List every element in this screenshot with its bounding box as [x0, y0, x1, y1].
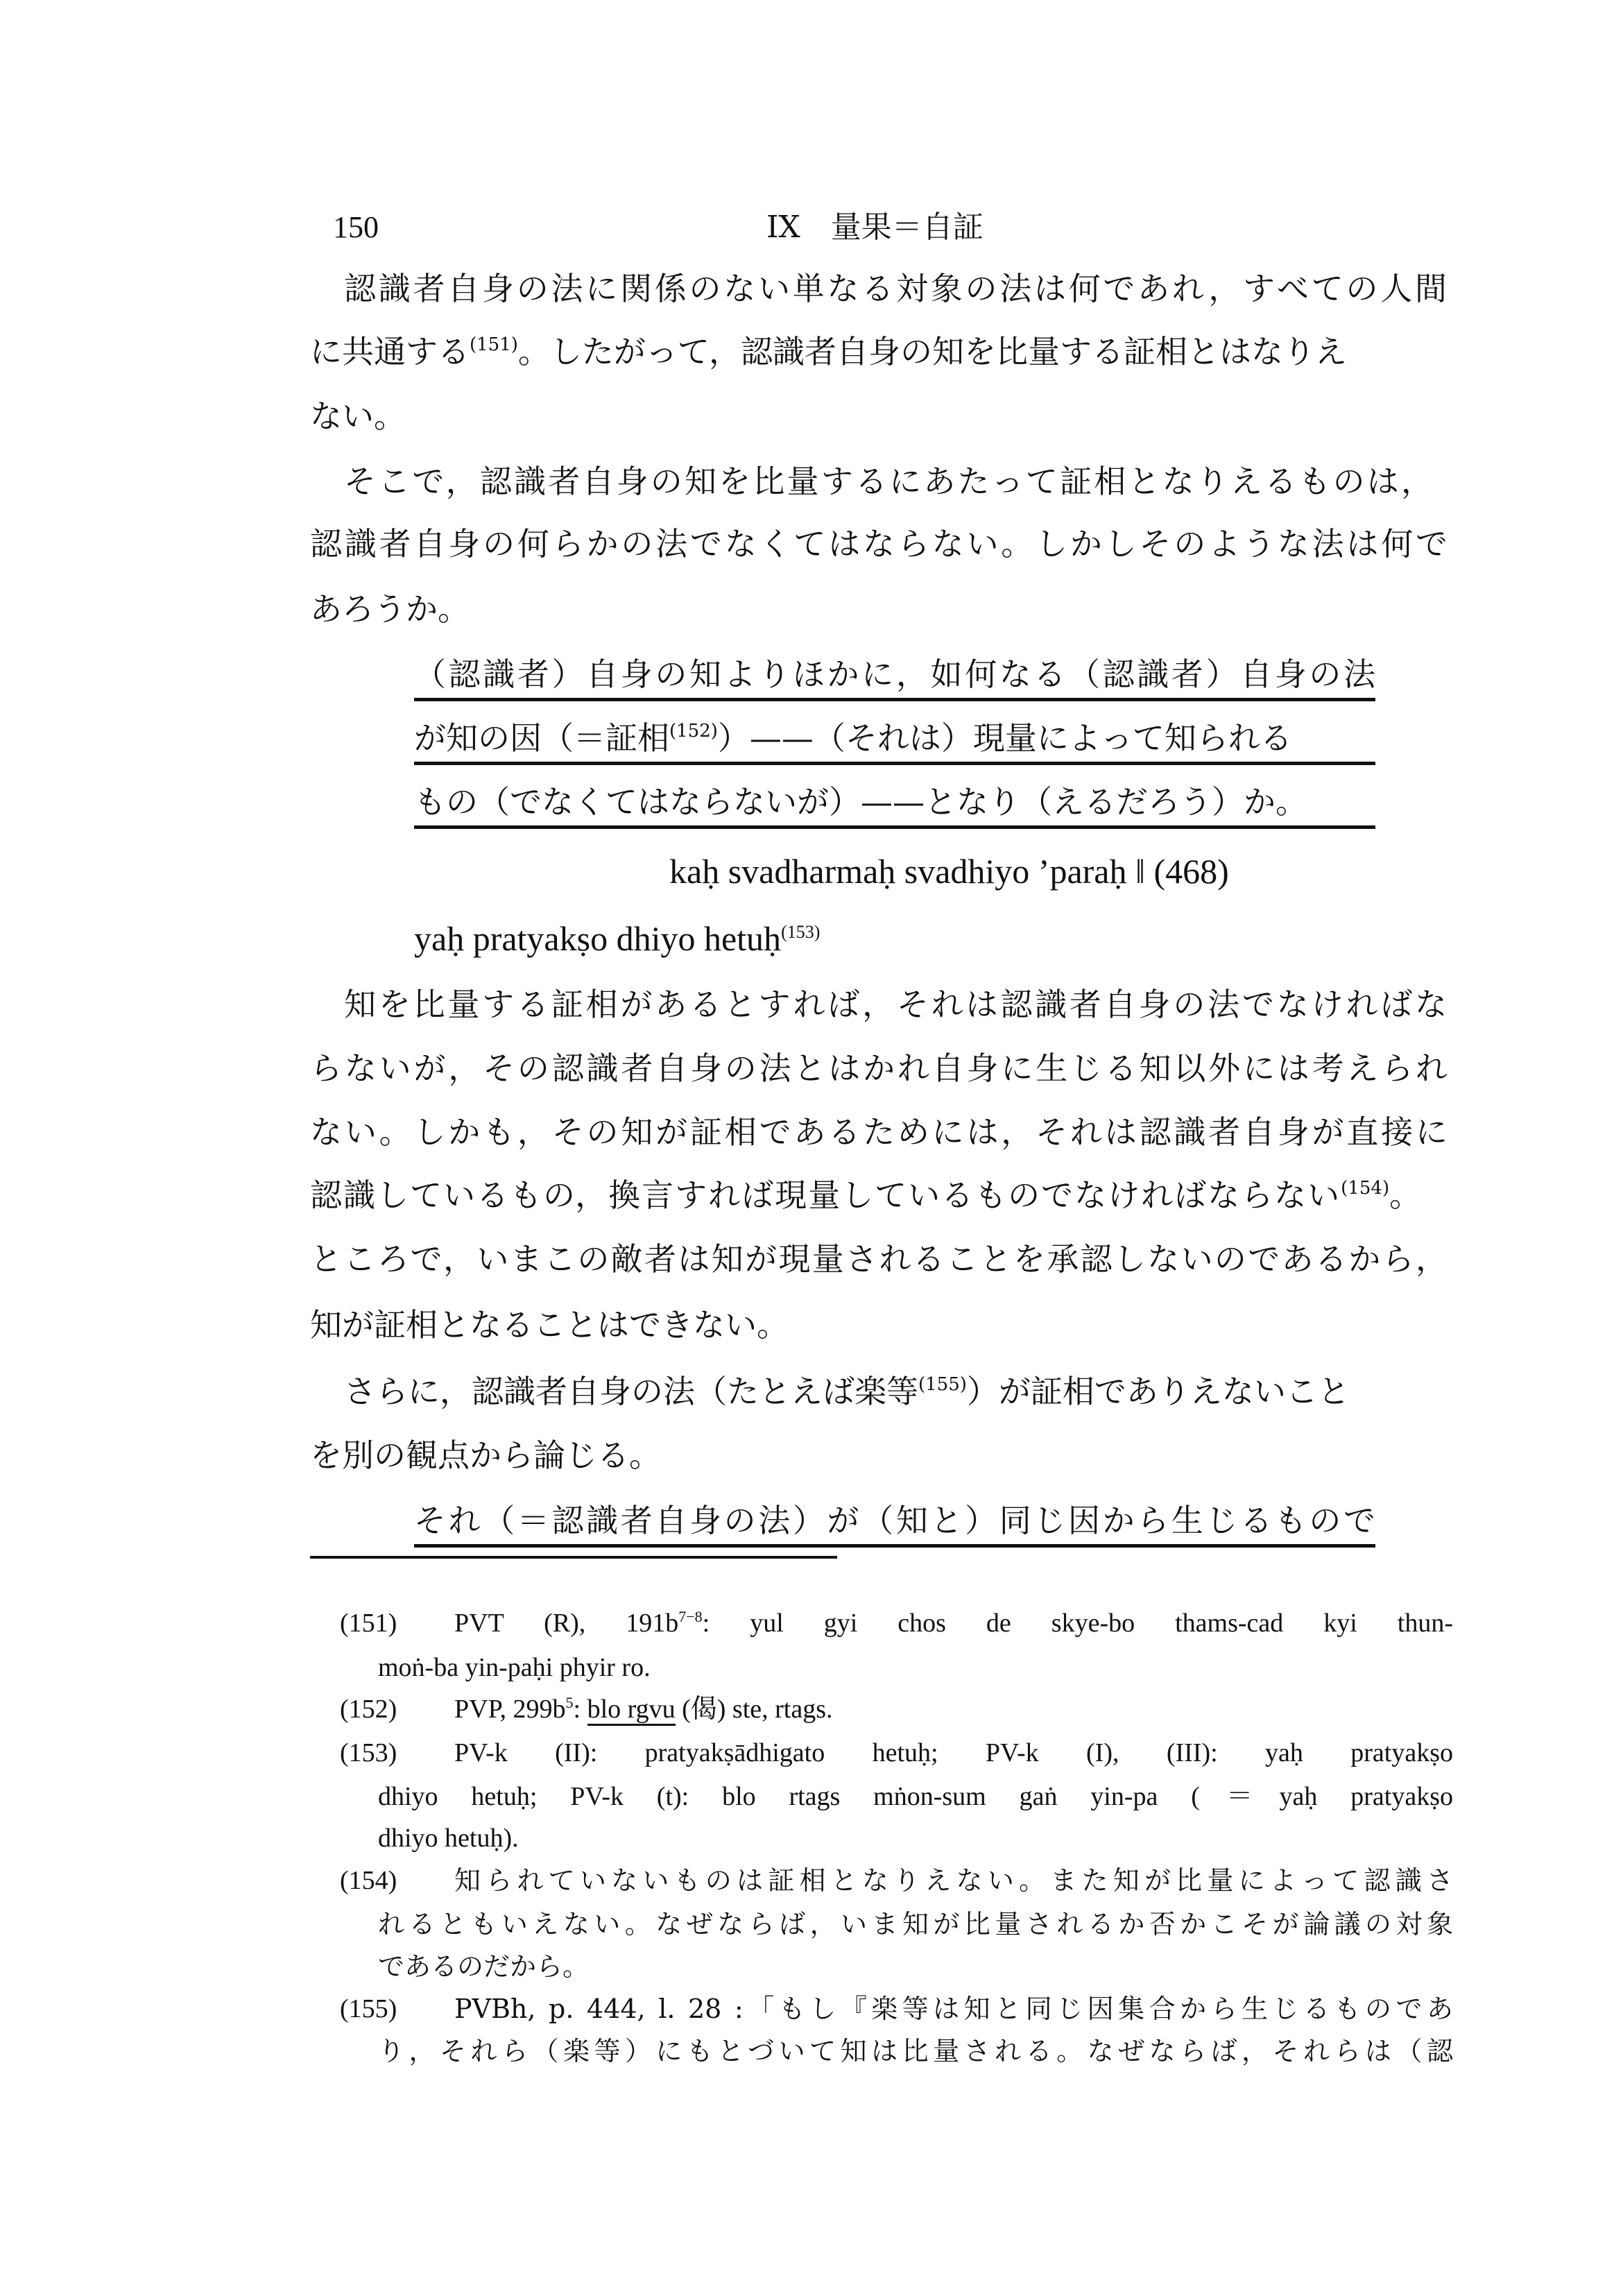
footnote-number: (152): [340, 1695, 397, 1724]
running-header: IX 量果＝自証: [766, 209, 984, 245]
footnote-ref[interactable]: (153): [781, 922, 821, 942]
footnote-line: [454, 1693, 832, 1726]
footnote-ref[interactable]: (151): [470, 334, 518, 355]
quote-line: （認識者）自身の知よりほかに，如何なる（認識者）自身の法: [414, 655, 1375, 701]
body-line: 知を比量する証相があるとすれば，それは認識者自身の法でなければな: [344, 986, 1447, 1023]
text: さらに，認識者自身の法（たとえば楽等: [344, 1373, 918, 1410]
sanskrit-verse-line: kaḥ svadharmaḥ svadhiyo ’paraḥ ‖ (468): [669, 852, 1229, 891]
body-line: を別の観点から論じる。: [310, 1437, 661, 1474]
body-line: ところで，いまこの敵者は知が現量されることを承認しないのであるから，: [310, 1240, 1448, 1278]
footnote-number: (155): [340, 1994, 397, 2023]
text: : yul gyi chos de skye-bo thams-cad kyi thun-: [702, 1609, 1453, 1638]
footnote-number: (154): [340, 1866, 397, 1895]
text: (偈) ste, rtags.: [675, 1695, 833, 1724]
body-line: そこで，認識者自身の知を比量するにあたって証相となりえるものは，: [344, 463, 1433, 500]
body-line: 認識者自身の法に関係のない単なる対象の法は何であれ，すべての人間: [344, 270, 1447, 307]
quote-line: それ（＝認識者自身の法）が（知と）同じ因から生じるもので: [414, 1501, 1375, 1548]
text: 。したがって，認識者自身の知を比量する証相とはなりえ: [517, 333, 1348, 370]
footnote-ref[interactable]: (155): [918, 1374, 967, 1395]
body-line: 知が証相となることはできない。: [310, 1306, 789, 1344]
footnote-line: PVBh, p. 444, l. 28 :「もし『楽等は知と同じ因集合から生じるものであ: [454, 1994, 1453, 2024]
text: ）——（それは）現量によって知られる: [717, 719, 1292, 757]
underlined-term: blo rgvu: [587, 1695, 676, 1726]
text: ）が証相でありえないこと: [966, 1373, 1350, 1410]
body-line: [310, 332, 1448, 371]
footnote-number: (153): [340, 1738, 397, 1767]
footnote-ref[interactable]: (152): [669, 721, 718, 742]
text: に共通する: [310, 333, 470, 370]
text: yaḥ pratyakṣo dhiyo hetuḥ: [414, 919, 782, 958]
body-line: らないが，その認識者自身の法とはかれ自身に生じる知以外には考えられ: [310, 1050, 1448, 1087]
footnote-rule: [310, 1556, 837, 1559]
footnote-line: dhiyo hetuḥ).: [378, 1824, 519, 1853]
footnote-line: 知られていないものは証相となりえない。また知が比量によって認識さ: [454, 1865, 1453, 1896]
footnote-line: dhiyo hetuḥ; PV-k (t): blo rtags mṅon-sum gaṅ yin-pa (＝yaḥ pratyakṣo: [378, 1782, 1453, 1811]
text: が知の因（＝証相: [414, 719, 669, 757]
quote-line: [414, 719, 1375, 765]
superscript: 7−8: [678, 1608, 703, 1625]
footnote-line: れるともいえない。なぜならば，いま知が比量されるか否かこそが論議の対象: [378, 1909, 1453, 1939]
sanskrit-verse-line: [414, 919, 820, 958]
footnote-line: であるのだから。: [378, 1951, 590, 1982]
quote-line: もの（でなくてはならないが）——となり（えるだろう）か。: [414, 782, 1375, 829]
footnote-line: [454, 1607, 1453, 1640]
body-line: あろうか。: [310, 590, 470, 628]
text: :: [573, 1695, 587, 1724]
body-line: ない。: [310, 397, 406, 435]
text: 。: [1389, 1176, 1422, 1214]
footnote-ref[interactable]: (154): [1341, 1178, 1390, 1199]
body-line: [310, 1176, 1421, 1215]
body-line: 認識者自身の何らかの法でなくてはならない。しかしそのような法は何で: [310, 525, 1448, 563]
text: 認識しているもの，換言すれば現量しているものでなければならない: [310, 1176, 1341, 1214]
footnote-line: り，それら（楽等）にもとづいて知は比量される。なぜならば，それらは（認: [378, 2036, 1453, 2066]
footnote-line: moṅ-ba yin-paḥi phyir ro.: [378, 1653, 651, 1682]
body-line: ない。しかも，その知が証相であるためには，それは認識者自身が直接に: [310, 1113, 1448, 1151]
body-line: [344, 1372, 1350, 1411]
superscript: 5: [565, 1694, 574, 1711]
text: PVT (R), 191b: [454, 1609, 679, 1638]
page-number: 150: [333, 210, 379, 244]
footnote-number: (151): [340, 1609, 397, 1638]
footnote-line: PV-k (II): pratyakṣādhigato hetuḥ; PV-k (I), (III): yaḥ pratyakṣo: [454, 1738, 1453, 1767]
text: PVP, 299b: [454, 1695, 566, 1724]
